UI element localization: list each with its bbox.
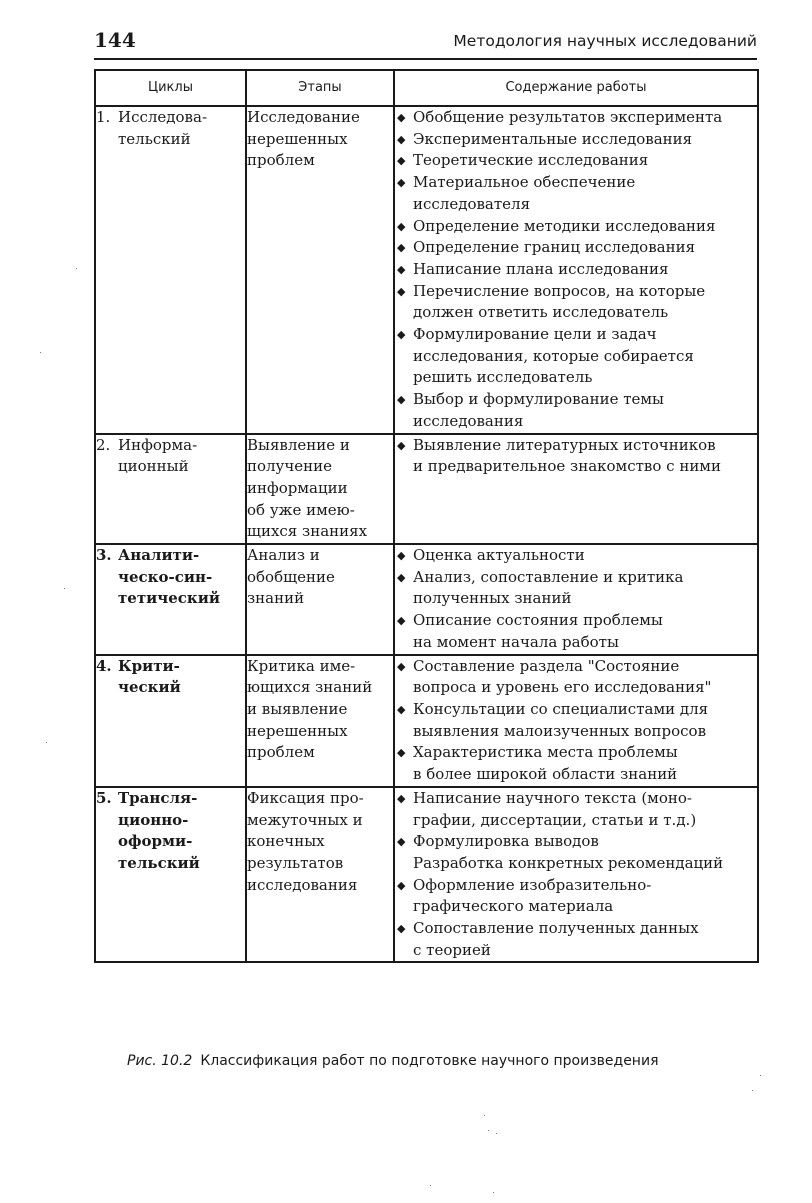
table-row: [95, 787, 758, 963]
diamond-bullet-icon: ◆: [397, 132, 406, 146]
list-item: [395, 107, 757, 129]
content-cell: [394, 544, 758, 655]
scan-speck: [496, 1133, 497, 1134]
list-item: [395, 281, 757, 324]
diamond-bullet-icon: ◆: [397, 791, 406, 805]
table-row: [95, 544, 758, 655]
diamond-bullet-icon: ◆: [397, 176, 406, 190]
cycle-cell: [95, 544, 246, 655]
work-items-list: [395, 656, 757, 786]
list-item: [395, 216, 757, 238]
stage-cell: Фиксация про- межуточных и конечных результатов исследования: [246, 787, 394, 963]
list-item: [395, 545, 757, 567]
list-item-text: Характеристика места проблемы в более широкой области знаний: [413, 743, 678, 784]
list-item: [395, 918, 757, 961]
diamond-bullet-icon: ◆: [397, 284, 406, 298]
table-row: [95, 106, 758, 434]
list-item-text: Материальное обеспечение исследователя: [413, 173, 636, 213]
list-item: [395, 324, 757, 389]
diamond-bullet-icon: ◆: [397, 922, 406, 936]
figure-caption-text: Классификация работ по подготовке научного произведения: [200, 1053, 659, 1069]
table-header-row: [95, 70, 758, 106]
list-item: [395, 699, 757, 742]
list-item: [395, 567, 757, 610]
work-items-list: [395, 545, 757, 654]
list-item: [395, 788, 757, 831]
scan-speck: [752, 1090, 753, 1091]
list-item-text: Формулирование цели и задач исследования, которые собирается решить исследователь: [413, 325, 694, 387]
cycle-cell: [95, 106, 246, 434]
list-item-text: Сопоставление полученных данных с теорией: [413, 919, 699, 959]
list-item: [395, 150, 757, 172]
content-cell: [394, 655, 758, 787]
diamond-bullet-icon: ◆: [397, 702, 406, 716]
list-item-text: Анализ, сопоставление и критика полученных знаний: [413, 567, 684, 608]
content-cell: [394, 106, 758, 434]
cycle-number: 3.: [96, 546, 112, 565]
list-item: [395, 129, 757, 151]
column-header-stages: Этапы: [246, 70, 394, 106]
diamond-bullet-icon: ◆: [397, 835, 406, 849]
cycle-name: Аналити- ческо-син- тетический: [118, 546, 220, 608]
stage-cell: Анализ и обобщение знаний: [246, 544, 394, 655]
scan-speck: [64, 588, 65, 589]
diamond-bullet-icon: ◆: [397, 570, 406, 584]
diamond-bullet-icon: ◆: [397, 154, 406, 168]
list-item: [395, 389, 757, 432]
cycle-cell: [95, 434, 246, 545]
list-item: [395, 875, 757, 918]
list-item-text: Описание состояния проблемы на момент начала работы: [413, 611, 663, 651]
diamond-bullet-icon: ◆: [397, 241, 406, 255]
diamond-bullet-icon: ◆: [397, 746, 406, 760]
column-header-content: Содержание работы: [394, 70, 758, 106]
diamond-bullet-icon: ◆: [397, 878, 406, 892]
figure-label: Рис. 10.2: [127, 1053, 193, 1069]
diamond-bullet-icon: ◆: [397, 262, 406, 276]
scan-speck: [484, 1115, 485, 1116]
list-item: [395, 742, 757, 785]
cycle-number: 4.: [96, 656, 112, 675]
diamond-bullet-icon: ◆: [397, 549, 406, 563]
column-header-cycles: Циклы: [95, 70, 246, 106]
cycle-name: Трансля- ционно- оформи- тельский: [118, 788, 200, 872]
diamond-bullet-icon: ◆: [397, 659, 406, 673]
table-row: [95, 655, 758, 787]
stage-cell: Выявление и получение информации об уже имею- щихся знаниях: [246, 434, 394, 545]
diamond-bullet-icon: ◆: [397, 614, 406, 628]
cycle-name: Крити- ческий: [118, 656, 181, 697]
cycle-number: 1.: [96, 108, 111, 126]
scan-speck: [760, 1075, 761, 1076]
scan-speck: [430, 1185, 431, 1186]
cycle-name: Информа- ционный: [118, 435, 198, 476]
list-item-text: Написание плана исследования: [413, 259, 669, 278]
list-item: [395, 259, 757, 281]
list-item-text: Определение границ исследования: [413, 238, 696, 257]
diamond-bullet-icon: ◆: [397, 111, 406, 124]
diamond-bullet-icon: ◆: [397, 393, 406, 407]
stage-cell: Исследование нерешенных проблем: [246, 106, 394, 434]
list-item: [395, 237, 757, 259]
list-item-text: Написание научного текста (моно- графии, диссертации, статьи и т.д.): [413, 788, 697, 829]
list-item: [395, 610, 757, 653]
diamond-bullet-icon: ◆: [397, 438, 406, 452]
list-item-text: Консультации со специалистами для выявления малоизученных вопросов: [413, 699, 709, 740]
scan-speck: [76, 268, 77, 269]
content-cell: [394, 434, 758, 545]
list-item: [395, 831, 757, 874]
scan-speck: [46, 742, 47, 743]
list-item-text: Оформление изобразительно- графического материала: [413, 875, 652, 916]
list-item-text: Составление раздела "Состояние вопроса и уровень его исследования": [413, 656, 712, 697]
list-item-text: Выбор и формулирование темы исследования: [413, 390, 664, 430]
page-header: [94, 28, 757, 54]
header-rule: [94, 58, 757, 60]
research-cycles-table: [94, 69, 759, 963]
table-row: [95, 434, 758, 545]
page-number: 144: [94, 28, 136, 52]
cycle-number: 5.: [96, 788, 112, 807]
figure-caption: [127, 1051, 658, 1071]
list-item: [395, 172, 757, 215]
work-items-list: [395, 788, 757, 962]
list-item-text: Перечисление вопросов, на которые должен ответить исследователь: [413, 281, 706, 322]
running-title: Методология научных исследований: [453, 32, 757, 50]
scan-speck: [488, 1130, 489, 1131]
cycle-cell: [95, 787, 246, 963]
list-item-text: Теоретические исследования: [413, 151, 649, 170]
list-item: [395, 435, 757, 478]
list-item-text: Выявление литературных источников и предварительное знакомство с ними: [413, 435, 721, 476]
scan-speck: [493, 1192, 494, 1193]
list-item-text: Формулировка выводов Разработка конкретных рекомендаций: [413, 832, 724, 872]
list-item-text: Определение методики исследования: [413, 216, 716, 235]
cycle-name: Исследова- тельский: [118, 108, 208, 148]
cycle-cell: [95, 655, 246, 787]
list-item-text: Обобщение результатов эксперимента: [413, 108, 723, 126]
content-cell: [394, 787, 758, 963]
diamond-bullet-icon: ◆: [397, 328, 406, 342]
list-item: [395, 656, 757, 699]
work-items-list: [395, 107, 757, 433]
list-item-text: Оценка актуальности: [413, 546, 585, 565]
stage-cell: Критика име- ющихся знаний и выявление нерешенных проблем: [246, 655, 394, 787]
cycle-number: 2.: [96, 435, 111, 454]
work-items-list: [395, 435, 757, 478]
scan-speck: [40, 352, 41, 353]
list-item-text: Экспериментальные исследования: [413, 129, 693, 148]
diamond-bullet-icon: ◆: [397, 219, 406, 233]
